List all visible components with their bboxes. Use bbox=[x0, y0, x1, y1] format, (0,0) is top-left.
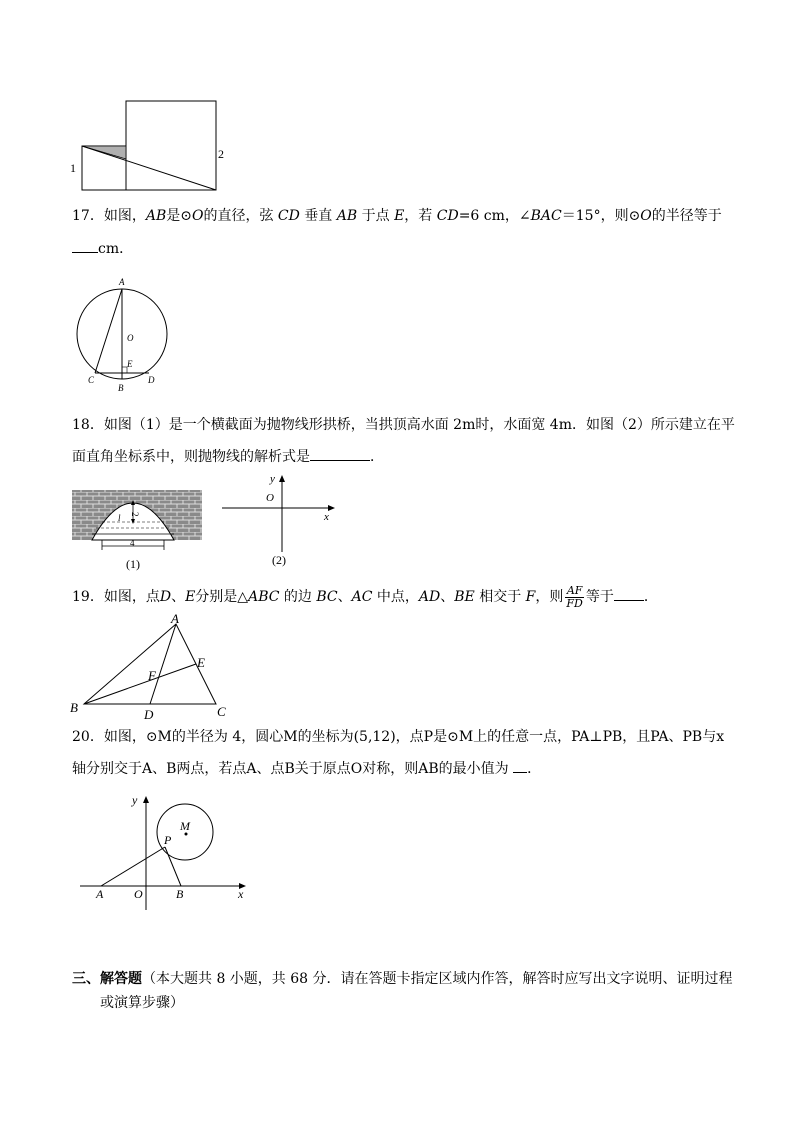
section-3-title: 解答题 bbox=[100, 971, 142, 987]
origin-label: O bbox=[266, 492, 274, 504]
point-p: P bbox=[164, 833, 172, 847]
figure-q18-bridge bbox=[72, 484, 202, 574]
point-d: D bbox=[144, 707, 154, 722]
question-20-line1: 20．如图，⊙M的半径为 4，圆心M的坐标为(5,12)，点P是⊙M上的任意一点，PA⊥PB，且PA、PB与x bbox=[72, 729, 725, 745]
figure-q20 bbox=[74, 790, 256, 914]
label-2: 2 bbox=[218, 147, 224, 161]
question-19: 19．如图，点D、E分别是△ABC 的边 BC、AC 中点，AD、BE 相交于 F，则 $\frac{AF}{FD}$ 等于 ． bbox=[72, 583, 658, 610]
label-1: 1 bbox=[70, 161, 76, 175]
point-o: O bbox=[127, 333, 134, 343]
question-17-line2: cm． bbox=[72, 238, 133, 260]
bridge-width-label: 4 bbox=[130, 538, 135, 548]
point-a: A bbox=[119, 277, 125, 287]
point-b: B bbox=[70, 700, 78, 715]
point-f: F bbox=[148, 668, 156, 683]
figure-q19 bbox=[66, 612, 236, 722]
fraction-af-fd: $\frac{AF}{FD}$ bbox=[566, 583, 583, 610]
section-3-heading-line2: 或演算步骤） bbox=[100, 995, 184, 1011]
figure-caption-2: (2) bbox=[272, 553, 286, 567]
point-d: D bbox=[148, 375, 155, 385]
axis-x-label: x bbox=[324, 511, 329, 523]
bridge-l-label: l bbox=[118, 513, 121, 523]
figure-q16 bbox=[60, 92, 240, 198]
point-o: O bbox=[134, 887, 143, 901]
answer-blank[interactable] bbox=[72, 238, 98, 253]
point-e: E bbox=[127, 359, 133, 369]
point-a: A bbox=[171, 612, 179, 626]
answer-blank[interactable] bbox=[513, 758, 527, 773]
axis-y-label: y bbox=[270, 473, 275, 485]
point-a: A bbox=[96, 887, 104, 901]
bridge-height-label: 2 bbox=[130, 512, 140, 517]
answer-blank[interactable] bbox=[310, 446, 370, 461]
question-18-line2: 面直角坐标系中，则抛物线的解析式是 ． bbox=[72, 446, 384, 468]
point-b: B bbox=[176, 887, 184, 901]
axis-x-label: x bbox=[238, 887, 244, 901]
question-17-line1: 17．如图，AB是⊙O的直径，弦 CD 垂直 AB 于点 E，若 CD=6 cm，∠BAC＝15°，则⊙O的半径等于 bbox=[72, 208, 722, 224]
question-20-line2: 轴分别交于A、B两点，若点A、点B关于原点O对称，则AB的最小值为 ． bbox=[72, 758, 541, 780]
point-c: C bbox=[217, 704, 226, 719]
figure-q18-axes bbox=[220, 470, 340, 570]
point-e: E bbox=[197, 655, 205, 670]
figure-q17 bbox=[72, 274, 182, 398]
point-c: C bbox=[88, 375, 95, 385]
answer-blank[interactable] bbox=[614, 586, 644, 601]
point-m: M bbox=[180, 819, 190, 833]
section-3-heading: 三、解答题（本大题共 8 小题，共 68 分．请在答题卡指定区域内作答，解答时应写出文字说明、证明过程 bbox=[72, 971, 733, 987]
figure-caption-1: (1) bbox=[126, 557, 140, 571]
point-b: B bbox=[118, 383, 124, 393]
question-18-line1: 18．如图（1）是一个横截面为抛物线形拱桥，当拱顶高水面 2m时，水面宽 4m．如图（2）所示建立在平 bbox=[72, 417, 735, 433]
axis-y-label: y bbox=[132, 793, 138, 807]
